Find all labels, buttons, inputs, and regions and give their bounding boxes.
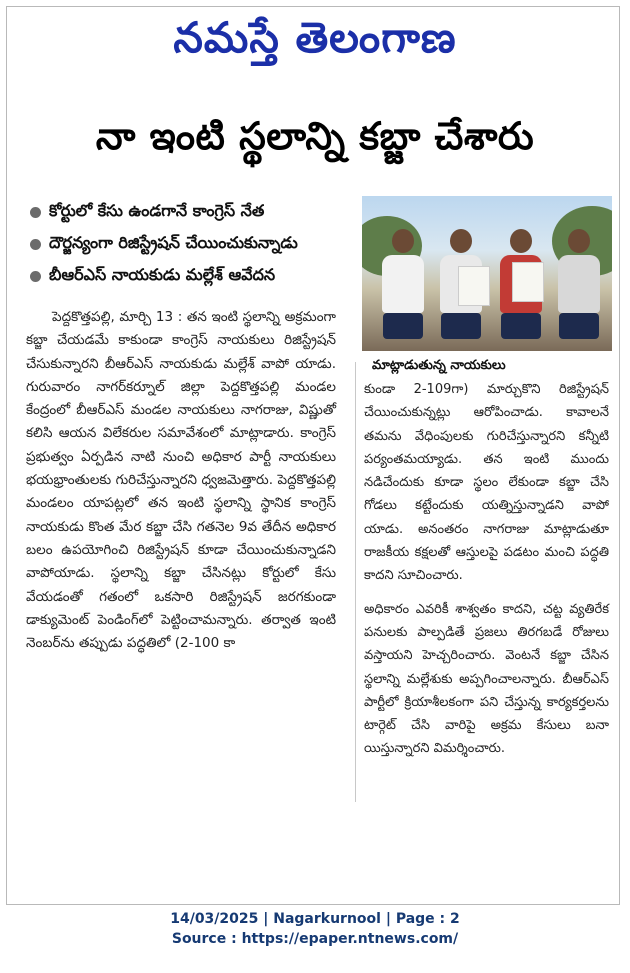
subheadline-item xyxy=(30,260,360,292)
subheadline-text: దౌర్జన్యంగా రిజిస్ట్రేషన్ చేయించుకున్నాడు xyxy=(49,232,298,252)
news-photo xyxy=(362,196,612,351)
article-paragraph: కుండా 2-109గా) మార్చుకొని రిజిస్ట్రేషన్ చేయించుకున్నట్లు ఆరోపించాడు. కావాలనే తమను వేధింపులకు గురిచేస్తున్నారని కన్నీటి పర్యంతమయ్యాడు. తన ఇంటి ముందు నడిచేందుకు కూడా స్థలం లేకుండా కబ్జా చేసి గోడలు కట్టేందుకు యత్నిస్తున్నాడని వాపో యాడు. అనంతరం నాగరాజు మాట్లాడుతూ రాజకీయ కక్షలతో ఆస్తులపై పడటం మంచి పద్ధతి కాదని సూచించారు. xyxy=(364,382,609,584)
article-column-right xyxy=(364,378,609,771)
document-paper xyxy=(458,266,490,306)
subheadline-item xyxy=(30,228,360,260)
page-footer xyxy=(0,909,630,949)
subheadline-text: బీఆర్ఎస్ నాయకుడు మల్లేశ్ ఆవేదన xyxy=(49,264,276,284)
person-figure xyxy=(382,229,424,339)
footer-date-line: 14/03/2025 | Nagarkurnool | Page : 2 xyxy=(170,911,460,927)
subheadline-item xyxy=(30,196,360,228)
article-paragraph: అధికారం ఎవరికీ శాశ్వతం కాదని, చట్ట వ్యతిరేక పనులకు పాల్పడితే ప్రజలు తిరగబడే రోజులు వస్తాయని హెచ్చరించారు. వెంటనే కబ్జా చేసిన స్థలాన్ని మల్లేశుకు అప్పగించాలన్నారు. బీఆర్ఎస్ పార్టీలో క్రియాశీలకంగా పని చేస్తున్న కార్యకర్తలను టార్గెట్ చేసి వారిపై అక్రమ కేసులు బనా యిస్తున్నారని విమర్శించారు. xyxy=(364,601,609,757)
document-paper xyxy=(512,262,544,302)
bullet-dot-icon xyxy=(30,239,41,250)
person-figure xyxy=(558,229,600,339)
column-divider xyxy=(355,362,356,802)
bullet-dot-icon xyxy=(30,271,41,282)
photo-caption: మాట్లాడుతున్న నాయకులు xyxy=(372,358,506,373)
article-headline: నా ఇంటి స్థలాన్ని కబ్జా చేశారు xyxy=(95,114,535,158)
subheadline-list xyxy=(30,196,360,292)
article-column-left xyxy=(26,306,336,655)
newspaper-masthead: నమస్తే తెలంగాణ xyxy=(173,13,457,62)
bullet-dot-icon xyxy=(30,207,41,218)
subheadline-text: కోర్టులో కేసు ఉండగానే కాంగ్రెస్ నేత xyxy=(49,200,265,220)
footer-source-line: Source : https://epaper.ntnews.com/ xyxy=(171,931,459,947)
article-paragraph: పెద్దకొత్తపల్లి, మార్చి 13 : తన ఇంటి స్థలాన్ని అక్రమంగా కబ్జా చేయడమే కాకుండా కాంగ్రెస్ నాయకులు రిజిస్ట్రేషన్ చేసుకున్నారని బీఆర్ఎస్ నాయకుడు మల్లేశ్ వాపో యాడు. గురువారం నాగర్‌కర్నూల్ జిల్లా పెద్దకొత్తపల్లి మండల కేంద్రంలో బీఆర్ఎస్ మండల నాయకులు నాగరాజు, విష్ణుతో కలిసి ఆయన విలేకరుల సమావేశంలో మాట్లాడారు. కాంగ్రెస్ ప్రభుత్వం ఏర్పడిన నాటి నుంచి అధికార పార్టీ నాయకులు భయభ్రాంతులకు గురిచేస్తున్నారని ధ్వజమెత్తారు. పెద్దకొత్తపల్లి మండలం యాపట్లలో తన ఇంటి స్థలాన్ని స్థానిక కాంగ్రెస్ నాయకుడు కొంత మేర కబ్జా చేసి గతనెల 9వ తేదీన అధికార బలం ఉపయోగించి రిజిస్ట్రేషన్ కూడా చేయించుకున్నాడని వాపోయాడు. స్థలాన్ని కబ్జా చేసినట్లు కోర్టులో కేసు వేయడంతో గతంలో ఒకసారి రిజిస్ట్రేషన్ జరగకుండా డాక్యుమెంట్ పెండింగ్‌లో పెట్టించామన్నారు. తర్వాత ఇంటి నెంబర్‌ను తప్పుడు పద్ధతిలో (2-100 కా xyxy=(26,309,336,652)
